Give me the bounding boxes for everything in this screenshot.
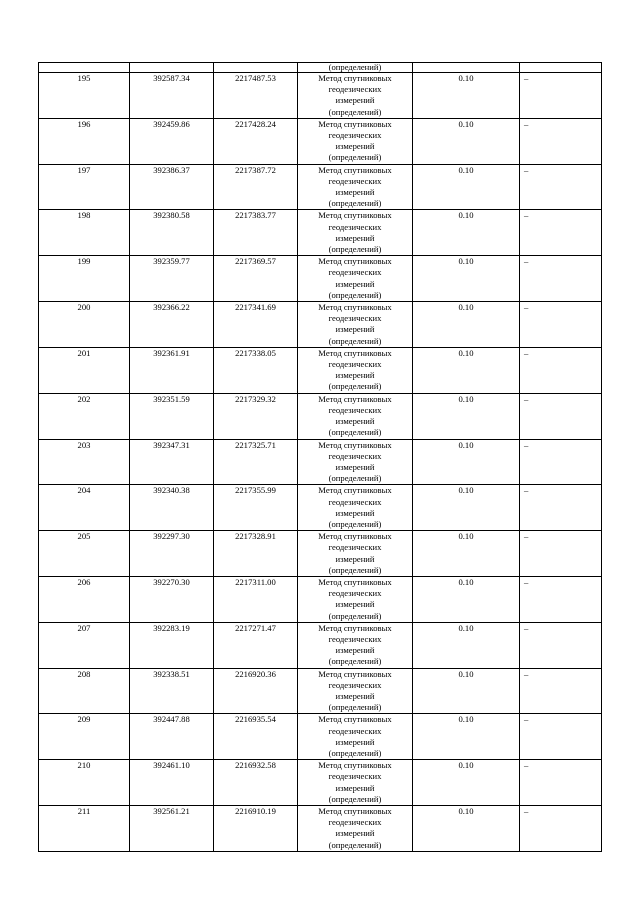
y-coordinate-cell-text: 2216935.54: [235, 714, 276, 725]
y-coordinate-cell-text: 2217338.05: [235, 347, 276, 358]
method-line: геодезических: [328, 817, 382, 828]
point-number-cell-text: 199: [77, 256, 91, 267]
method-line: Метод спутниковых: [318, 210, 392, 221]
y-coordinate-cell: [214, 531, 298, 577]
note-cell-text: –: [524, 439, 529, 450]
accuracy-cell: [413, 668, 520, 714]
method-line: измерений: [335, 507, 375, 518]
method-line: (определений): [328, 427, 382, 438]
continuation-row: [39, 63, 602, 73]
accuracy-cell: [413, 73, 520, 119]
point-number-cell-text: 210: [77, 760, 91, 771]
point-number-cell: [39, 714, 130, 760]
point-number-cell: [39, 73, 130, 119]
method-line: (определений): [328, 335, 382, 346]
note-cell: [520, 714, 602, 760]
point-number-cell-text: 197: [77, 164, 91, 175]
method-line: (определений): [328, 473, 382, 484]
y-coordinate-cell: [214, 806, 298, 852]
method-cell: [298, 576, 413, 622]
method-line: геодезических: [328, 725, 382, 736]
method-line: измерений: [335, 278, 375, 289]
method-cell: [298, 714, 413, 760]
point-number-cell-text: 207: [77, 622, 91, 633]
x-coordinate-cell: [130, 302, 214, 348]
x-coordinate-cell: [130, 347, 214, 393]
y-coordinate-cell: [214, 256, 298, 302]
y-coordinate-cell: [214, 714, 298, 760]
method-line: (определений): [328, 747, 382, 758]
continuation-cell-accuracy: [413, 63, 520, 73]
x-coordinate-cell: [130, 576, 214, 622]
method-line: геодезических: [328, 221, 382, 232]
note-cell-text: –: [524, 760, 529, 771]
point-number-cell-text: 204: [77, 485, 91, 496]
method-line: (определений): [328, 106, 382, 117]
method-line: Метод спутниковых: [318, 439, 392, 450]
continuation-cell-number: [39, 63, 130, 73]
accuracy-cell-text: 0.10: [458, 164, 474, 175]
method-line: Метод спутниковых: [318, 118, 392, 129]
note-cell-text: –: [524, 531, 529, 542]
note-cell-text: –: [524, 118, 529, 129]
point-number-cell-text: 201: [77, 347, 91, 358]
note-cell: [520, 622, 602, 668]
continuation-cell-x: [130, 63, 214, 73]
point-number-cell: [39, 164, 130, 210]
method-line: Метод спутниковых: [318, 668, 392, 679]
method-line: Метод спутниковых: [318, 302, 392, 313]
accuracy-cell-text: 0.10: [458, 531, 474, 542]
y-coordinate-cell-text: 2217355.99: [235, 485, 276, 496]
continuation-cell-note: [520, 63, 602, 73]
method-line: геодезических: [328, 404, 382, 415]
point-number-cell-text: 205: [77, 531, 91, 542]
accuracy-cell: [413, 393, 520, 439]
x-coordinate-cell-text: 392338.51: [153, 668, 190, 679]
method-cell: [298, 485, 413, 531]
method-line: Метод спутниковых: [318, 714, 392, 725]
accuracy-cell-text: 0.10: [458, 118, 474, 129]
method-line: геодезических: [328, 84, 382, 95]
table-row: [39, 760, 602, 806]
y-coordinate-cell-text: 2217369.57: [235, 256, 276, 267]
continuation-method-text: (определений): [328, 62, 382, 72]
y-coordinate-cell-text: 2216932.58: [235, 760, 276, 771]
note-cell: [520, 806, 602, 852]
method-line: геодезических: [328, 496, 382, 507]
table-row: [39, 73, 602, 119]
method-line: Метод спутниковых: [318, 347, 392, 358]
note-cell-text: –: [524, 73, 529, 83]
note-cell: [520, 256, 602, 302]
method-line: геодезических: [328, 450, 382, 461]
point-number-cell: [39, 760, 130, 806]
point-number-cell: [39, 439, 130, 485]
x-coordinate-cell-text: 392386.37: [153, 164, 190, 175]
y-coordinate-cell-text: 2217325.71: [235, 439, 276, 450]
y-coordinate-cell: [214, 485, 298, 531]
point-number-cell-text: 198: [77, 210, 91, 221]
accuracy-cell: [413, 806, 520, 852]
method-cell: [298, 806, 413, 852]
note-cell-text: –: [524, 714, 529, 725]
y-coordinate-cell-text: 2217311.00: [235, 576, 276, 587]
x-coordinate-cell: [130, 210, 214, 256]
y-coordinate-cell-text: 2217328.91: [235, 531, 276, 542]
y-coordinate-cell-text: 2217487.53: [235, 73, 276, 83]
note-cell-text: –: [524, 485, 529, 496]
accuracy-cell-text: 0.10: [458, 302, 474, 313]
method-line: Метод спутниковых: [318, 164, 392, 175]
accuracy-cell-text: 0.10: [458, 210, 474, 221]
y-coordinate-cell: [214, 347, 298, 393]
x-coordinate-cell: [130, 622, 214, 668]
method-line: измерений: [335, 690, 375, 701]
method-line: (определений): [328, 152, 382, 163]
accuracy-cell: [413, 760, 520, 806]
accuracy-cell-text: 0.10: [458, 714, 474, 725]
method-line: геодезических: [328, 175, 382, 186]
accuracy-cell-text: 0.10: [458, 576, 474, 587]
point-number-cell-text: 202: [77, 393, 91, 404]
table-row: [39, 668, 602, 714]
method-line: измерений: [335, 553, 375, 564]
x-coordinate-cell-text: 392340.38: [153, 485, 190, 496]
table-row: [39, 485, 602, 531]
table-row: [39, 806, 602, 852]
method-line: (определений): [328, 289, 382, 300]
y-coordinate-cell-text: 2217383.77: [235, 210, 276, 221]
table-row: [39, 531, 602, 577]
x-coordinate-cell-text: 392359.77: [153, 256, 190, 267]
y-coordinate-cell-text: 2216910.19: [235, 806, 276, 816]
y-coordinate-cell-text: 2216920.36: [235, 668, 276, 679]
x-coordinate-cell: [130, 164, 214, 210]
point-number-cell: [39, 302, 130, 348]
point-number-cell: [39, 668, 130, 714]
note-cell-text: –: [524, 164, 529, 175]
x-coordinate-cell-text: 392587.34: [153, 73, 190, 83]
accuracy-cell: [413, 164, 520, 210]
method-line: геодезических: [328, 130, 382, 141]
method-line: геодезических: [328, 633, 382, 644]
method-line: Метод спутниковых: [318, 622, 392, 633]
method-cell: [298, 531, 413, 577]
table-row: [39, 118, 602, 164]
method-line: геодезических: [328, 588, 382, 599]
table-row: [39, 714, 602, 760]
method-cell: [298, 393, 413, 439]
point-number-cell-text: 211: [77, 806, 91, 816]
method-cell: [298, 210, 413, 256]
note-cell: [520, 531, 602, 577]
x-coordinate-cell: [130, 806, 214, 852]
note-cell: [520, 73, 602, 119]
note-cell: [520, 118, 602, 164]
x-coordinate-cell: [130, 668, 214, 714]
y-coordinate-cell-text: 2217341.69: [235, 302, 276, 313]
method-line: измерений: [335, 461, 375, 472]
method-line: (определений): [328, 656, 382, 667]
note-cell-text: –: [524, 210, 529, 221]
method-line: (определений): [328, 518, 382, 529]
note-cell-text: –: [524, 806, 529, 816]
method-line: измерений: [335, 736, 375, 747]
point-number-cell: [39, 485, 130, 531]
note-cell-text: –: [524, 302, 529, 313]
method-line: измерений: [335, 232, 375, 243]
table-row: [39, 439, 602, 485]
point-number-cell: [39, 256, 130, 302]
method-line: (определений): [328, 610, 382, 621]
table-row: [39, 347, 602, 393]
method-cell: [298, 256, 413, 302]
method-line: Метод спутниковых: [318, 73, 392, 83]
x-coordinate-cell-text: 392461.10: [153, 760, 190, 771]
point-number-cell-text: 206: [77, 576, 91, 587]
x-coordinate-cell: [130, 118, 214, 164]
point-number-cell-text: 208: [77, 668, 91, 679]
accuracy-cell: [413, 714, 520, 760]
table-row: [39, 164, 602, 210]
note-cell-text: –: [524, 256, 529, 267]
y-coordinate-cell: [214, 118, 298, 164]
note-cell-text: –: [524, 347, 529, 358]
method-line: измерений: [335, 599, 375, 610]
table-row: [39, 393, 602, 439]
method-line: измерений: [335, 782, 375, 793]
y-coordinate-cell: [214, 164, 298, 210]
accuracy-cell-text: 0.10: [458, 73, 474, 83]
method-line: геодезических: [328, 359, 382, 370]
y-coordinate-cell-text: 2217387.72: [235, 164, 276, 175]
y-coordinate-cell-text: 2217329.32: [235, 393, 276, 404]
method-line: (определений): [328, 793, 382, 804]
coordinates-table: [38, 62, 602, 852]
method-line: измерений: [335, 95, 375, 106]
accuracy-cell-text: 0.10: [458, 347, 474, 358]
table-row: [39, 256, 602, 302]
method-cell: [298, 622, 413, 668]
x-coordinate-cell-text: 392270.30: [153, 576, 190, 587]
accuracy-cell: [413, 118, 520, 164]
x-coordinate-cell-text: 392351.59: [153, 393, 190, 404]
y-coordinate-cell: [214, 622, 298, 668]
table-row: [39, 302, 602, 348]
y-coordinate-cell-text: 2217271.47: [235, 622, 276, 633]
method-line: (определений): [328, 198, 382, 209]
x-coordinate-cell-text: 392459.86: [153, 118, 190, 129]
y-coordinate-cell: [214, 668, 298, 714]
note-cell-text: –: [524, 668, 529, 679]
x-coordinate-cell-text: 392283.19: [153, 622, 190, 633]
note-cell: [520, 576, 602, 622]
method-line: (определений): [328, 381, 382, 392]
method-cell: [298, 668, 413, 714]
note-cell: [520, 439, 602, 485]
accuracy-cell: [413, 622, 520, 668]
accuracy-cell-text: 0.10: [458, 439, 474, 450]
x-coordinate-cell: [130, 760, 214, 806]
y-coordinate-cell: [214, 439, 298, 485]
method-line: (определений): [328, 244, 382, 255]
method-line: измерений: [335, 187, 375, 198]
method-line: (определений): [328, 702, 382, 713]
method-line: геодезических: [328, 679, 382, 690]
point-number-cell: [39, 347, 130, 393]
point-number-cell: [39, 531, 130, 577]
method-cell: [298, 347, 413, 393]
accuracy-cell: [413, 576, 520, 622]
x-coordinate-cell-text: 392361.91: [153, 347, 190, 358]
note-cell-text: –: [524, 576, 529, 587]
accuracy-cell-text: 0.10: [458, 622, 474, 633]
accuracy-cell: [413, 256, 520, 302]
x-coordinate-cell: [130, 485, 214, 531]
y-coordinate-cell: [214, 73, 298, 119]
coordinates-table-body: [39, 63, 602, 852]
note-cell: [520, 668, 602, 714]
method-line: измерений: [335, 416, 375, 427]
accuracy-cell-text: 0.10: [458, 393, 474, 404]
x-coordinate-cell: [130, 256, 214, 302]
method-line: Метод спутниковых: [318, 760, 392, 771]
accuracy-cell-text: 0.10: [458, 668, 474, 679]
note-cell: [520, 485, 602, 531]
x-coordinate-cell: [130, 531, 214, 577]
method-cell: [298, 302, 413, 348]
method-line: измерений: [335, 645, 375, 656]
note-cell: [520, 210, 602, 256]
point-number-cell: [39, 576, 130, 622]
method-cell: [298, 118, 413, 164]
method-line: Метод спутниковых: [318, 531, 392, 542]
point-number-cell-text: 200: [77, 302, 91, 313]
accuracy-cell-text: 0.10: [458, 760, 474, 771]
x-coordinate-cell-text: 392347.31: [153, 439, 190, 450]
table-row: [39, 210, 602, 256]
point-number-cell-text: 203: [77, 439, 91, 450]
method-cell: [298, 73, 413, 119]
y-coordinate-cell: [214, 393, 298, 439]
x-coordinate-cell: [130, 439, 214, 485]
accuracy-cell-text: 0.10: [458, 256, 474, 267]
table-row: [39, 622, 602, 668]
x-coordinate-cell-text: 392447.88: [153, 714, 190, 725]
note-cell: [520, 347, 602, 393]
method-line: измерений: [335, 828, 375, 839]
point-number-cell: [39, 622, 130, 668]
accuracy-cell: [413, 302, 520, 348]
method-line: Метод спутниковых: [318, 256, 392, 267]
y-coordinate-cell: [214, 210, 298, 256]
accuracy-cell: [413, 439, 520, 485]
method-line: измерений: [335, 324, 375, 335]
y-coordinate-cell: [214, 302, 298, 348]
method-line: Метод спутниковых: [318, 806, 392, 816]
accuracy-cell: [413, 347, 520, 393]
method-line: измерений: [335, 141, 375, 152]
accuracy-cell-text: 0.10: [458, 806, 474, 816]
continuation-cell-method: [298, 63, 413, 73]
method-line: геодезических: [328, 267, 382, 278]
point-number-cell: [39, 118, 130, 164]
x-coordinate-cell-text: 392380.58: [153, 210, 190, 221]
point-number-cell: [39, 210, 130, 256]
y-coordinate-cell: [214, 576, 298, 622]
x-coordinate-cell: [130, 73, 214, 119]
method-line: Метод спутниковых: [318, 393, 392, 404]
x-coordinate-cell-text: 392366.22: [153, 302, 190, 313]
point-number-cell-text: 195: [77, 73, 91, 83]
note-cell-text: –: [524, 393, 529, 404]
method-cell: [298, 439, 413, 485]
method-line: Метод спутниковых: [318, 576, 392, 587]
method-line: геодезических: [328, 542, 382, 553]
accuracy-cell: [413, 210, 520, 256]
accuracy-cell: [413, 531, 520, 577]
method-line: измерений: [335, 370, 375, 381]
note-cell-text: –: [524, 622, 529, 633]
point-number-cell: [39, 393, 130, 439]
point-number-cell-text: 196: [77, 118, 91, 129]
accuracy-cell-text: 0.10: [458, 485, 474, 496]
x-coordinate-cell-text: 392561.21: [153, 806, 190, 816]
method-line: (определений): [328, 564, 382, 575]
point-number-cell-text: 209: [77, 714, 91, 725]
method-line: (определений): [328, 839, 382, 850]
note-cell: [520, 393, 602, 439]
point-number-cell: [39, 806, 130, 852]
y-coordinate-cell-text: 2217428.24: [235, 118, 276, 129]
note-cell: [520, 760, 602, 806]
x-coordinate-cell: [130, 393, 214, 439]
y-coordinate-cell: [214, 760, 298, 806]
method-line: Метод спутниковых: [318, 485, 392, 496]
method-cell: [298, 164, 413, 210]
note-cell: [520, 164, 602, 210]
x-coordinate-cell-text: 392297.30: [153, 531, 190, 542]
method-line: геодезических: [328, 771, 382, 782]
method-line: геодезических: [328, 313, 382, 324]
method-cell: [298, 760, 413, 806]
x-coordinate-cell: [130, 714, 214, 760]
accuracy-cell: [413, 485, 520, 531]
note-cell: [520, 302, 602, 348]
continuation-cell-y: [214, 63, 298, 73]
table-row: [39, 576, 602, 622]
